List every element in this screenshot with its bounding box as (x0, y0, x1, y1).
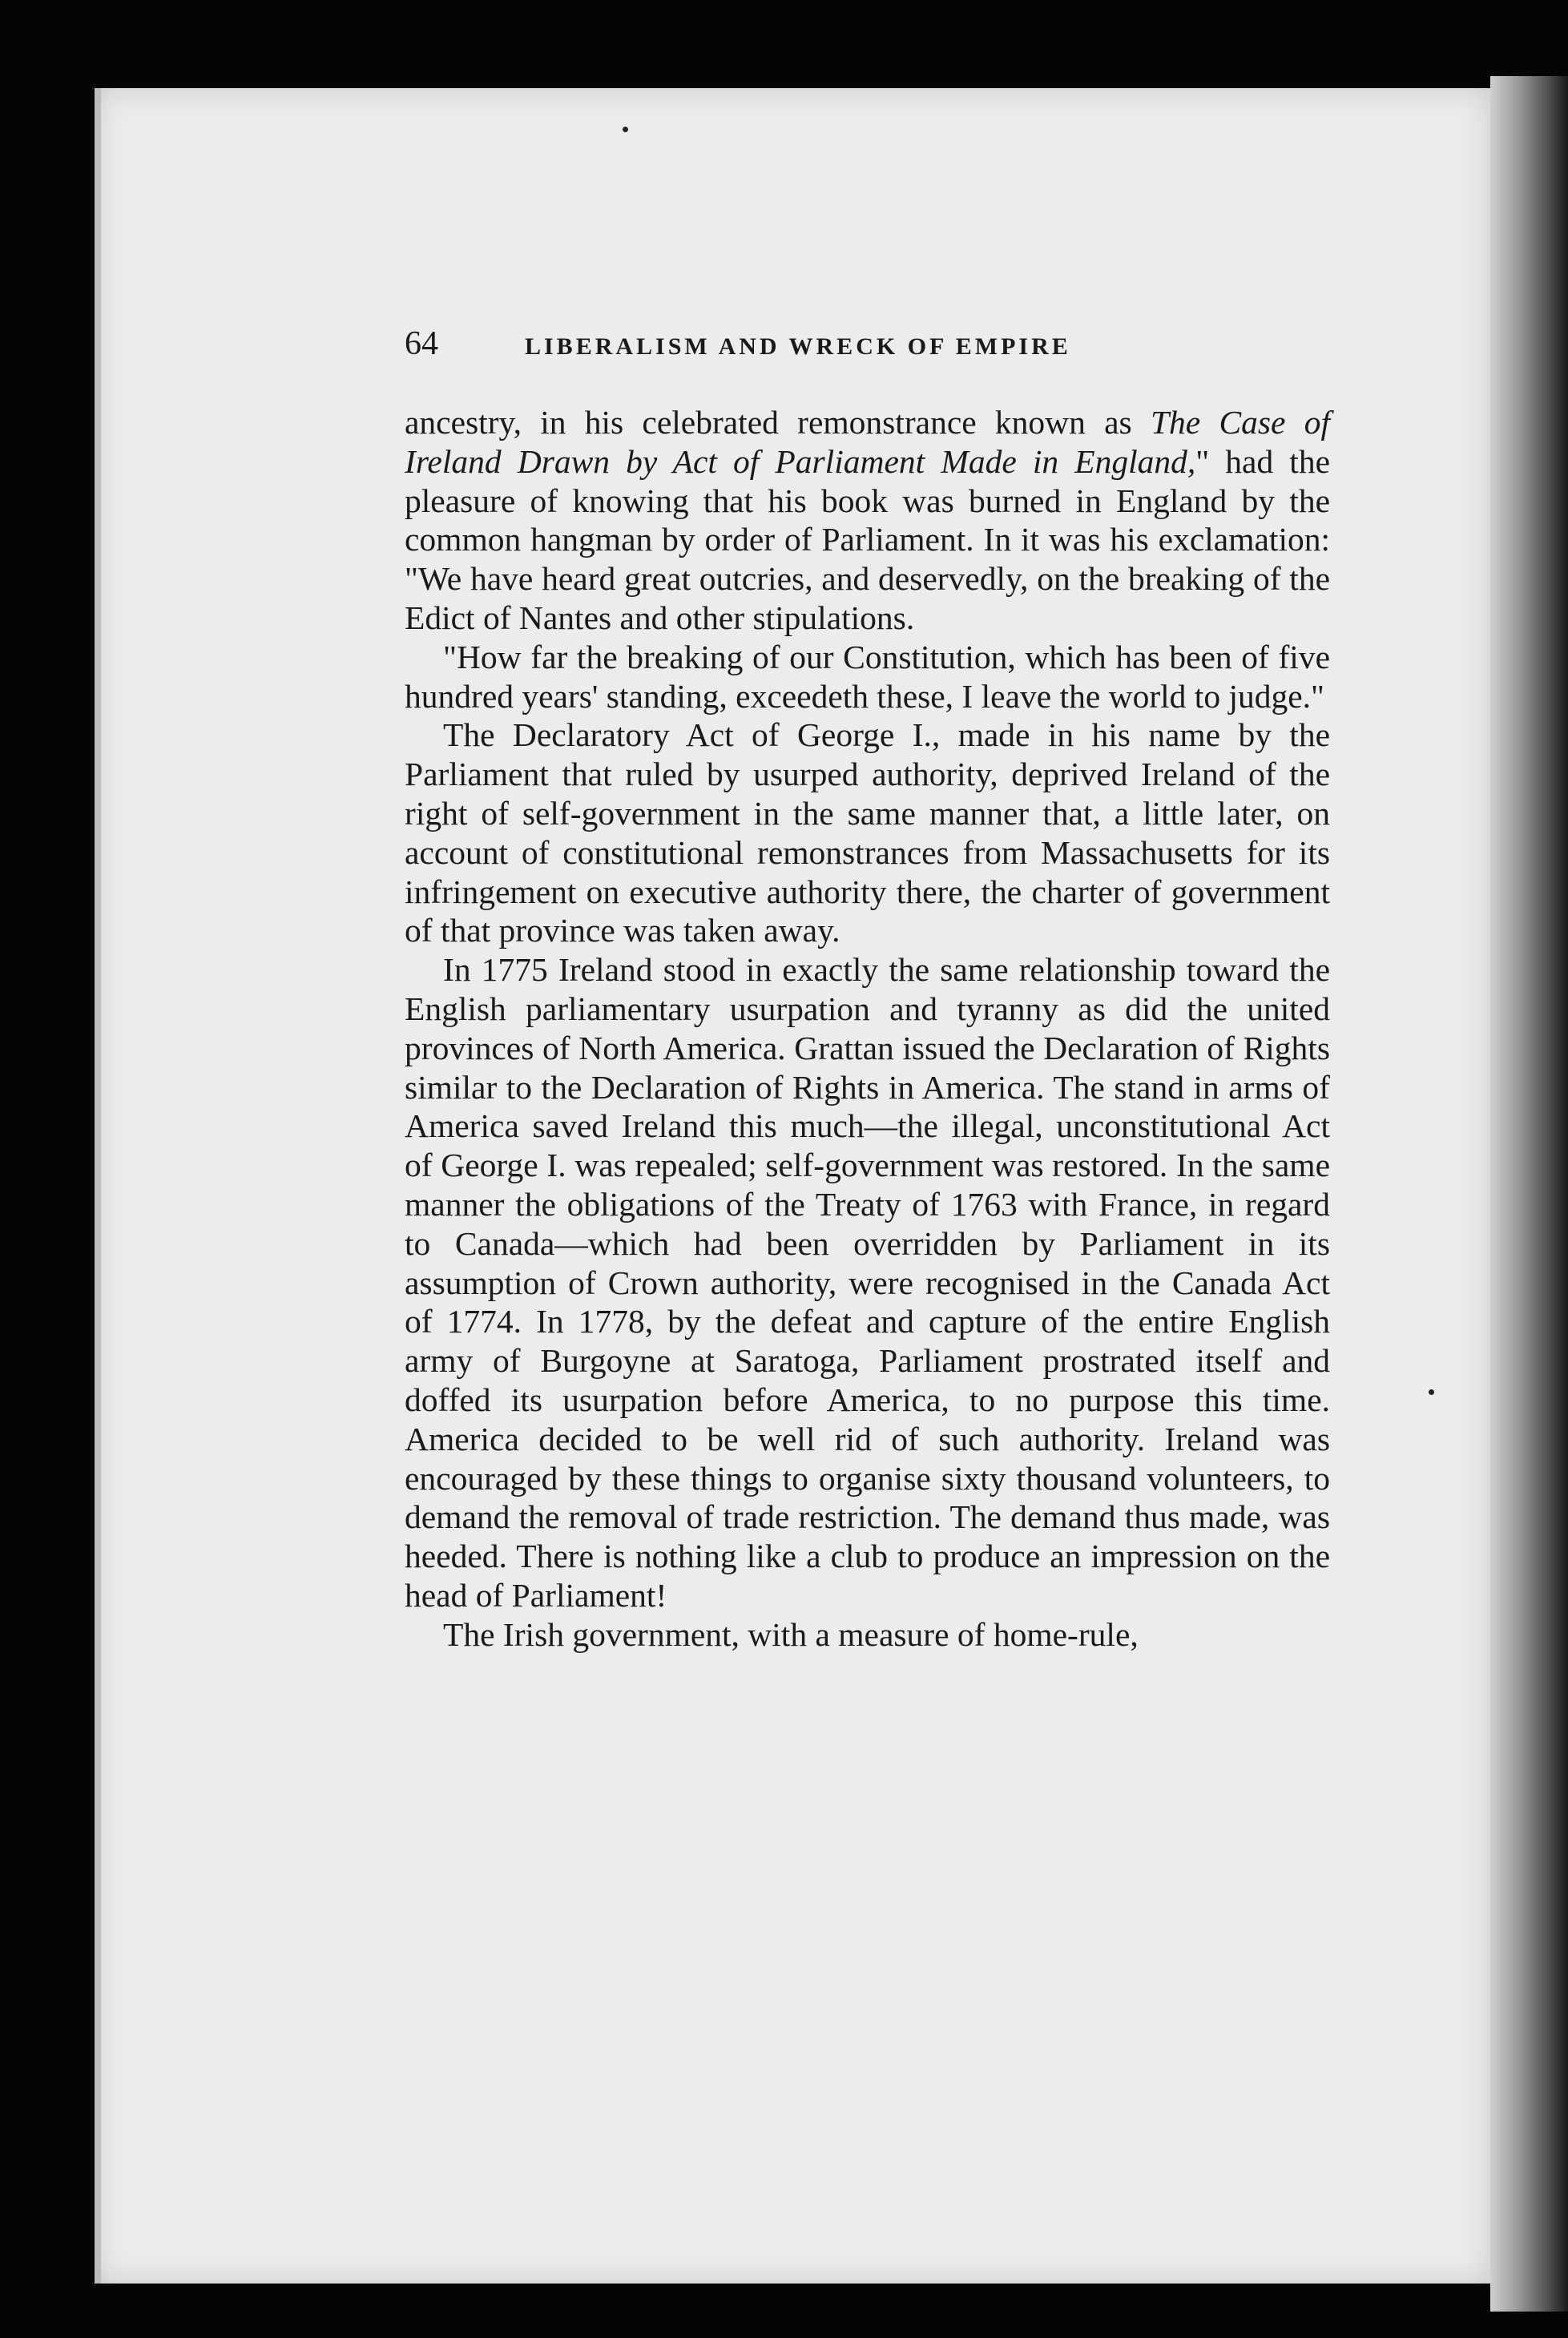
text-segment: ancestry, in his celebrated remonstrance known as (405, 404, 1151, 441)
text-segment: In 1775 Ireland stood in exactly the same relationship toward the English parliamentary usurpation and tyranny as did the united provinces of North America. Grattan issued the Declaration of Rights similar to the Declaration of Rights in America. The stand in arms of America saved Ireland this much—the illegal, unconstitutional Act of George I. was repealed; self-government was restored. In the same manner the obligations of the Treaty of 1763 with France, in regard to Canada—which had been overridden by Parliament in its assumption of Crown authority, were recognised in the Canada Act of 1774. In 1778, by the defeat and capture of the entire English army of Burgoyne at Saratoga, Parliament prostrated itself and doffed its usurpation before America, to no purpose this time. America decided to be well rid of such authority. Ireland was encouraged by these things to organise sixty thousand volunteers, to demand the removal of trade restriction. The demand thus made, was heeded. There is nothing like a club to produce an impression on the head of Parliament! (405, 951, 1330, 1614)
text-segment: "How far the breaking of our Constitution, which has been of five hundred years' standing, exceedeth these, I leave the world to judge." (405, 638, 1330, 715)
paragraph-p4 (405, 950, 1330, 1615)
paragraph-p3 (405, 716, 1330, 950)
text-segment: The Irish government, with a measure of home-rule, (443, 1615, 1139, 1653)
page-header (405, 324, 1330, 373)
text-segment: The Declaratory Act of George I., made in his name by the Parliament that ruled by usurped authority, deprived Ireland of the right of self-government in the same manner that, a little later, on account of constitutional remonstrances from Massachusetts for its infringement on executive authority there, the charter of government of that province was taken away. (405, 716, 1330, 949)
dust-speck (623, 127, 628, 132)
paragraph-p2 (405, 638, 1330, 716)
paragraph-p1 (405, 403, 1330, 638)
text-segment: " had the pleasure of knowing that his book was burned in England by the common hangman by order of Parliament. In it was his exclamation: "We have heard great outcries, and deservedly, on the breaking of the Edict of Nantes and other stipulations. (405, 442, 1330, 636)
body-text (405, 403, 1330, 1655)
running-head: LIBERALISM AND WRECK OF EMPIRE (525, 333, 1071, 360)
dust-speck (1429, 1389, 1434, 1395)
page-right-edge (1490, 76, 1568, 2312)
paragraph-p5 (405, 1615, 1330, 1655)
page-left-edge (95, 88, 101, 2284)
page-number: 64 (405, 325, 438, 362)
text-block (405, 324, 1330, 1655)
italic-title: The Case of Ireland Drawn by Act of Parliament Made in England, (405, 404, 1331, 480)
